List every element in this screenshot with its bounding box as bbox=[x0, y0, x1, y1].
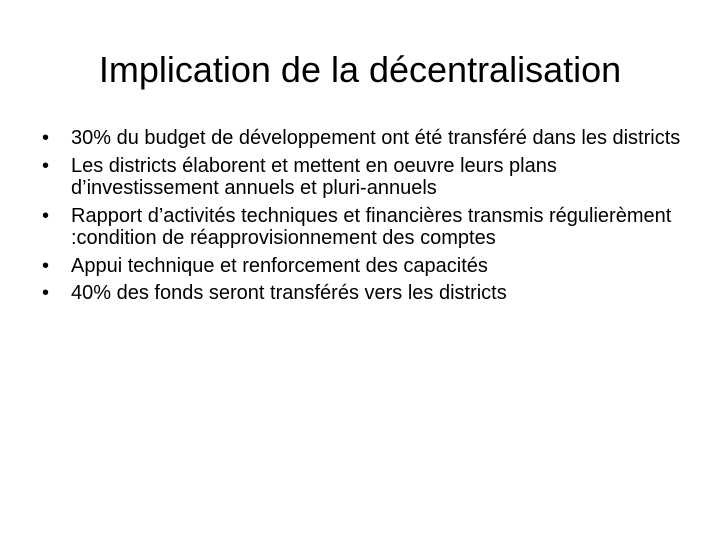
bullet-item bbox=[36, 127, 696, 150]
bullet-icon: • bbox=[42, 282, 50, 304]
slide-title: Implication de la décentralisation bbox=[98, 49, 622, 90]
bullet-item bbox=[36, 155, 696, 200]
bullet-list bbox=[36, 127, 696, 310]
bullet-icon: • bbox=[42, 204, 50, 227]
bullet-item bbox=[36, 282, 696, 305]
bullet-item bbox=[36, 205, 696, 250]
bullet-icon: • bbox=[42, 154, 50, 177]
bullet-icon: • bbox=[42, 127, 50, 149]
bullet-text: Appui technique et renforcement des capacités bbox=[71, 254, 488, 277]
bullet-icon: • bbox=[42, 254, 50, 277]
bullet-text: 40% des fonds seront transférés vers les districts bbox=[71, 282, 507, 304]
bullet-item bbox=[36, 255, 696, 278]
bullet-text: Rapport d’activités techniques et financières transmis régulierèment :condition de réapprovisionnement des comptes bbox=[71, 204, 672, 249]
bullet-text: 30% du budget de développement ont été transféré dans les districts bbox=[71, 127, 681, 149]
bullet-text: Les districts élaborent et mettent en oeuvre leurs plans d’investissement annuels et pluri-annuels bbox=[71, 154, 557, 199]
